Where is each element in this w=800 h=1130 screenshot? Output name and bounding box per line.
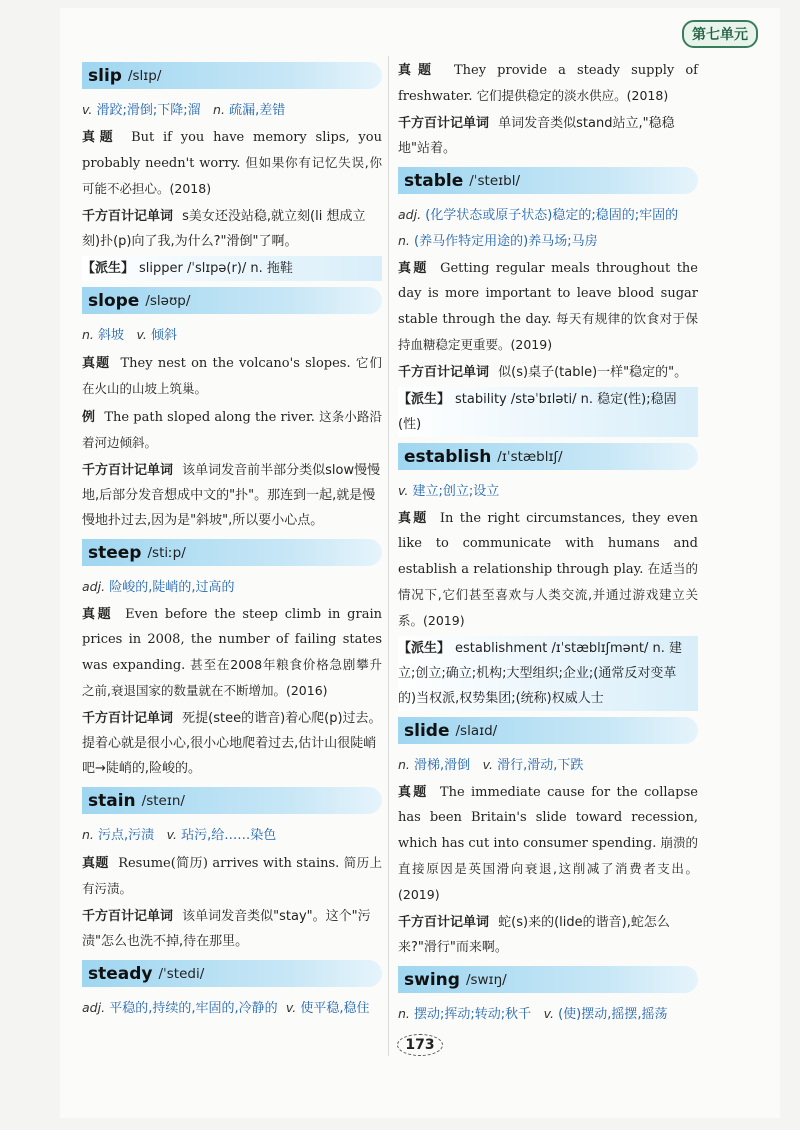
memory-label: 千方百计记单词 <box>82 209 174 224</box>
memory-text: 单词发音类似stand站立,"稳稳地"站着。 <box>398 116 675 156</box>
pos-label: v. <box>166 827 177 842</box>
derivative-label: 【派生】 <box>398 392 451 407</box>
exam-sentence <box>82 125 382 202</box>
memory-label: 千方百计记单词 <box>398 365 490 380</box>
exam-english: Even before the steep climb in grain prices in 2008, the number of failing states was expanding. <box>82 607 382 673</box>
meaning-line <box>398 752 698 778</box>
meaning: 倾斜 <box>150 328 177 343</box>
memory-tip <box>398 910 698 960</box>
exam-english: But if you have memory slips, you probably needn't worry. <box>82 130 382 171</box>
exam-label: 真题 <box>82 130 118 145</box>
phonetic: /ˈsteɪbl/ <box>469 172 521 189</box>
derivative-text: stability /stəˈbɪləti/ n. 稳定(性);稳固(性) <box>398 392 677 432</box>
phonetic: /ɪˈstæblɪʃ/ <box>497 448 563 465</box>
exam-english: The immediate cause for the collapse has been Britain's slide toward recession, which has cut into consumer spending. <box>398 785 698 851</box>
pos-label: n. <box>213 102 225 117</box>
exam-english: They nest on the volcano's slopes. <box>120 356 351 371</box>
headword: stable <box>404 170 464 191</box>
meaning-line <box>82 995 382 1021</box>
phonetic: /slɪp/ <box>127 67 162 84</box>
exam-sentence <box>398 58 698 109</box>
exam-english: Resume(简历) arrives with stains. <box>118 856 340 871</box>
exam-chinese: 崩溃的直接原因是英国滑向衰退,这削减了消费者支出。(2019) <box>398 835 699 902</box>
entry-steady <box>82 960 382 1021</box>
pos-label: v. <box>136 327 147 342</box>
phonetic: /ˈstedi/ <box>158 965 205 982</box>
exam-label: 真题 <box>82 607 114 622</box>
exam-chinese: 甚至在2008年粮食价格急剧攀升之前,衰退国家的数量就在不断增加。(2016) <box>82 657 383 698</box>
exam-sentence <box>398 506 698 634</box>
meaning: 平稳的,持续的,牢固的,冷静的 <box>109 1001 278 1016</box>
exam-label: 真题 <box>398 261 429 276</box>
entry-swing <box>398 966 698 1027</box>
memory-label: 千方百计记单词 <box>398 915 490 930</box>
pos-label: n. <box>398 757 410 772</box>
page-number <box>60 1034 780 1056</box>
entry-slope <box>82 287 382 533</box>
exam-chinese: 但如果你有记忆失误,你可能不必担心。(2018) <box>82 155 382 196</box>
headword: slide <box>404 720 450 741</box>
example-chinese: 这条小路沿着河边倾斜。 <box>82 409 382 450</box>
memory-text: 死提(stee的谐音)着心爬(p)过去。提着心就是很小心,很小心地爬着过去,估计山很陡峭吧→陡峭的,险峻的。 <box>82 711 382 776</box>
pos-label: n. <box>398 1006 410 1021</box>
entry-stain <box>82 787 382 954</box>
exam-chinese: 它们提供稳定的淡水供应。(2018) <box>476 88 669 103</box>
pos-label: n. <box>398 233 410 248</box>
pos-label: v. <box>398 483 409 498</box>
pos-label: v. <box>82 102 93 117</box>
example-english: The path sloped along the river. <box>104 410 315 425</box>
pos-label: adj. <box>82 579 106 594</box>
meaning-line <box>398 202 698 254</box>
exam-sentence <box>398 256 698 358</box>
memory-label: 千方百计记单词 <box>82 909 174 924</box>
memory-tip <box>82 204 382 254</box>
memory-label: 千方百计记单词 <box>82 711 174 726</box>
meaning: 险峻的,陡峭的,过高的 <box>109 580 235 595</box>
headword-bar <box>398 717 698 744</box>
pos-label: v. <box>482 757 493 772</box>
memory-text: 该单词发音前半部分类似slow慢慢地,后部分发音想成中文的"扑"。那连到一起,就是慢慢地扑过去,因为是"斜坡",所以要小心点。 <box>82 463 381 528</box>
example-sentence <box>82 404 382 456</box>
unit-tag: 第七单元 <box>682 20 758 48</box>
phonetic: /swɪŋ/ <box>465 971 507 988</box>
memory-text: 该单词发音类似"stay"。这个"污渍"怎么也洗不掉,待在那里。 <box>82 909 371 949</box>
exam-chinese: 简历上有污渍。 <box>82 855 382 896</box>
memory-text: 似(s)桌子(table)一样"稳定的"。 <box>498 365 688 380</box>
phonetic: /slaɪd/ <box>455 722 498 739</box>
meaning: (使)摆动,摇摆,摇荡 <box>558 1007 668 1022</box>
meaning: 滑行,滑动,下跌 <box>497 758 584 773</box>
example-label: 例 <box>82 410 96 425</box>
pos-label: n. <box>82 827 94 842</box>
memory-text: s美女还没站稳,就立刻(li 想成立刻)扑(p)向了我,为什么?"滑倒"了啊。 <box>82 209 366 249</box>
meaning: 疏漏,差错 <box>229 103 286 118</box>
pos-label: v. <box>285 1000 297 1015</box>
meaning: 滑跤;滑倒;下降;溜 <box>96 103 201 118</box>
memory-text: 蛇(s)来的(lide的谐音),蛇怎么来?"滑行"而来啊。 <box>398 915 670 955</box>
derivative-text: slipper /ˈslɪpə(r)/ n. 拖鞋 <box>139 261 293 276</box>
exam-chinese: 每天有规律的饮食对于保持血糖稳定更重要。(2019) <box>398 311 698 352</box>
meaning: (养马作特定用途的)养马场;马房 <box>414 234 598 249</box>
meaning-line <box>82 322 382 348</box>
headword-bar <box>398 443 698 470</box>
derivative-label: 【派生】 <box>82 261 135 276</box>
meaning-line <box>82 97 382 123</box>
pos-label: adj. <box>82 1000 106 1015</box>
phonetic: /steɪn/ <box>141 792 185 809</box>
entry-steady-continued <box>398 58 698 161</box>
derivative <box>398 636 698 711</box>
memory-tip <box>398 111 698 161</box>
page-number-text: 173 <box>397 1034 442 1056</box>
pos-label: n. <box>82 327 94 342</box>
derivative-text: establishment /ɪˈstæblɪʃmənt/ n. 建立;创立;确立;机构;大型组织;企业;(通常反对变革的)当权派,权势集团;(统称)权威人士 <box>398 641 682 706</box>
memory-tip <box>82 458 382 533</box>
entry-stable <box>398 167 698 437</box>
headword: slope <box>88 290 140 311</box>
entry-slip <box>82 62 382 281</box>
right-column <box>398 58 698 1029</box>
derivative <box>82 256 382 281</box>
exam-sentence <box>398 780 698 908</box>
meaning-line <box>398 1001 698 1027</box>
headword: establish <box>404 446 492 467</box>
headword-bar <box>82 787 382 814</box>
meaning: (化学状态或原子状态)稳定的;稳固的;牢固的 <box>425 208 679 223</box>
headword-bar <box>398 167 698 194</box>
meaning-line <box>398 478 698 504</box>
headword: stain <box>88 790 136 811</box>
exam-label: 真题 <box>398 511 429 526</box>
exam-label: 真题 <box>82 856 109 871</box>
meaning-line <box>82 822 382 848</box>
derivative <box>398 387 698 437</box>
derivative-label: 【派生】 <box>398 641 451 656</box>
headword-bar <box>82 287 382 314</box>
left-column <box>82 56 382 1023</box>
pos-label: adj. <box>398 207 422 222</box>
meaning: 滑梯,滑倒 <box>414 758 471 773</box>
page <box>60 8 780 1118</box>
exam-english: Getting regular meals throughout the day is more important to leave blood sugar stable through the day. <box>398 261 698 327</box>
meaning: 玷污,给……染色 <box>181 828 277 843</box>
meaning: 使平稳,稳住 <box>300 1001 370 1016</box>
exam-sentence <box>82 350 382 402</box>
meaning: 建立;创立;设立 <box>412 484 500 499</box>
memory-tip <box>398 360 698 385</box>
headword: swing <box>404 969 460 990</box>
memory-tip <box>82 706 382 781</box>
headword: steady <box>88 963 153 984</box>
entry-establish <box>398 443 698 711</box>
headword-bar <box>82 960 382 987</box>
headword-bar <box>82 539 382 566</box>
exam-label: 真题 <box>82 356 111 371</box>
exam-chinese: 它们在火山的山坡上筑巢。 <box>82 355 382 396</box>
meaning: 斜坡 <box>98 328 125 343</box>
pos-label: v. <box>543 1006 554 1021</box>
exam-label: 真题 <box>398 63 438 78</box>
exam-sentence <box>82 850 382 902</box>
memory-label: 千方百计记单词 <box>82 463 174 478</box>
headword: steep <box>88 542 142 563</box>
column-divider <box>388 56 389 1056</box>
entry-steep <box>82 539 382 781</box>
exam-english: They provide a steady supply of freshwater. <box>398 63 698 104</box>
exam-english: In the right circumstances, they even like to communicate with humans and establish a relationship through play. <box>398 511 698 577</box>
meaning: 摆动;挥动;转动;秋千 <box>414 1007 532 1022</box>
phonetic: /sləʊp/ <box>145 292 191 309</box>
entry-slide <box>398 717 698 960</box>
exam-sentence <box>82 602 382 704</box>
headword-bar <box>398 966 698 993</box>
meaning-line <box>82 574 382 600</box>
headword-bar <box>82 62 382 89</box>
phonetic: /stiːp/ <box>147 544 186 561</box>
meaning: 污点,污渍 <box>98 828 155 843</box>
memory-label: 千方百计记单词 <box>398 116 490 131</box>
memory-tip <box>82 904 382 954</box>
exam-chinese: 在适当的情况下,它们甚至喜欢与人类交流,并通过游戏建立关系。(2019) <box>398 561 698 628</box>
exam-label: 真题 <box>398 785 429 800</box>
headword: slip <box>88 65 122 86</box>
